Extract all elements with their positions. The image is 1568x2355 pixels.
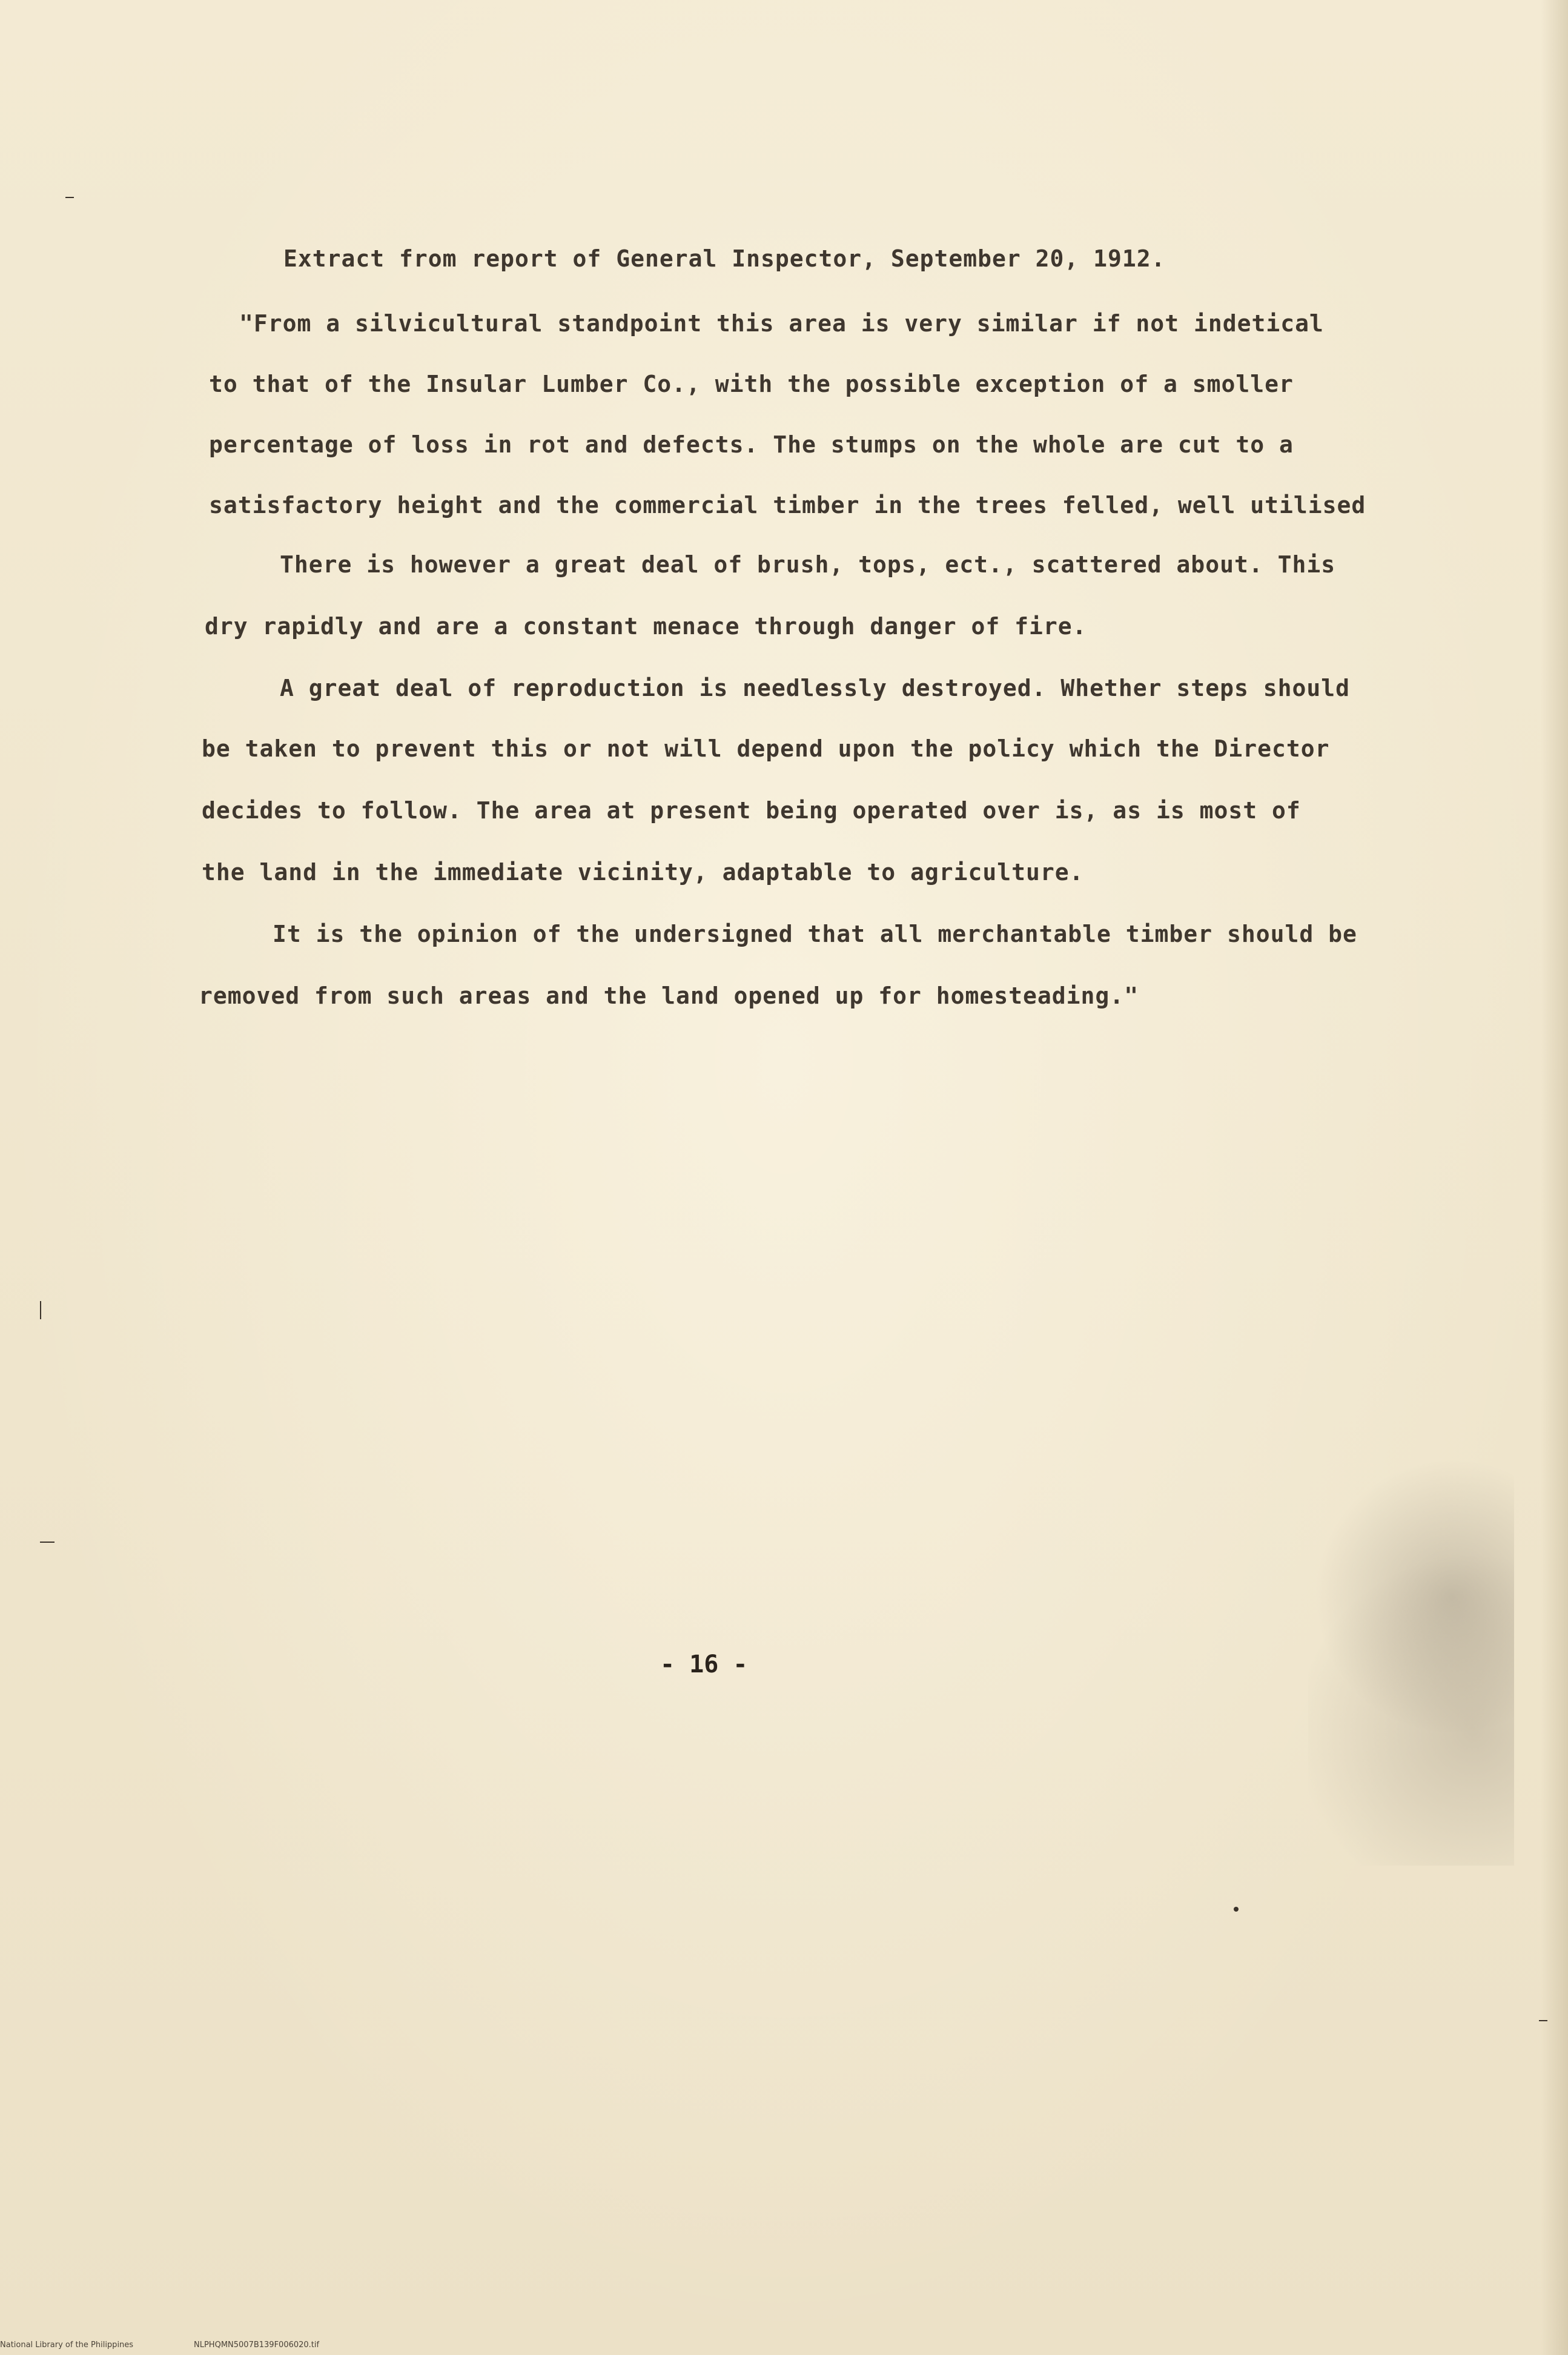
margin-mark (65, 197, 74, 198)
document-line: percentage of loss in rot and defects. The stumps on the whole are cut to a (209, 431, 1294, 458)
margin-mark (40, 1301, 41, 1319)
document-line: "From a silvicultural standpoint this area is very similar if not indetical (239, 310, 1324, 337)
margin-mark (1234, 1907, 1239, 1912)
document-line: to that of the Insular Lumber Co., with the possible exception of a smoller (209, 371, 1294, 397)
document-line: dry rapidly and are a constant menace through danger of fire. (205, 613, 1087, 640)
document-line: be taken to prevent this or not will depend upon the policy which the Director (202, 735, 1330, 762)
footer-source: National Library of the Philippines (0, 2340, 134, 2350)
footer-filename: NLPHQMN5007B139F006020.tif (194, 2340, 320, 2350)
page-edge-shadow (1541, 0, 1568, 2355)
page-number: - 16 - (660, 1651, 748, 1678)
document-line: removed from such areas and the land opened up for homesteading." (199, 982, 1139, 1009)
document-heading: Extract from report of General Inspector, September 20, 1912. (283, 245, 1166, 272)
document-line: It is the opinion of the undersigned that all merchantable timber should be (273, 921, 1357, 947)
document-line: A great deal of reproduction is needlessly destroyed. Whether steps should (280, 675, 1350, 701)
margin-mark (1539, 2020, 1547, 2021)
page-stain (1308, 1417, 1514, 1866)
document-line: satisfactory height and the commercial timber in the trees felled, well utilised (209, 492, 1366, 518)
document-line: There is however a great deal of brush, tops, ect., scattered about. This (280, 551, 1336, 578)
document-line: the land in the immediate vicinity, adaptable to agriculture. (202, 859, 1084, 886)
document-line: decides to follow. The area at present being operated over is, as is most of (202, 797, 1301, 824)
margin-mark (40, 1542, 55, 1543)
